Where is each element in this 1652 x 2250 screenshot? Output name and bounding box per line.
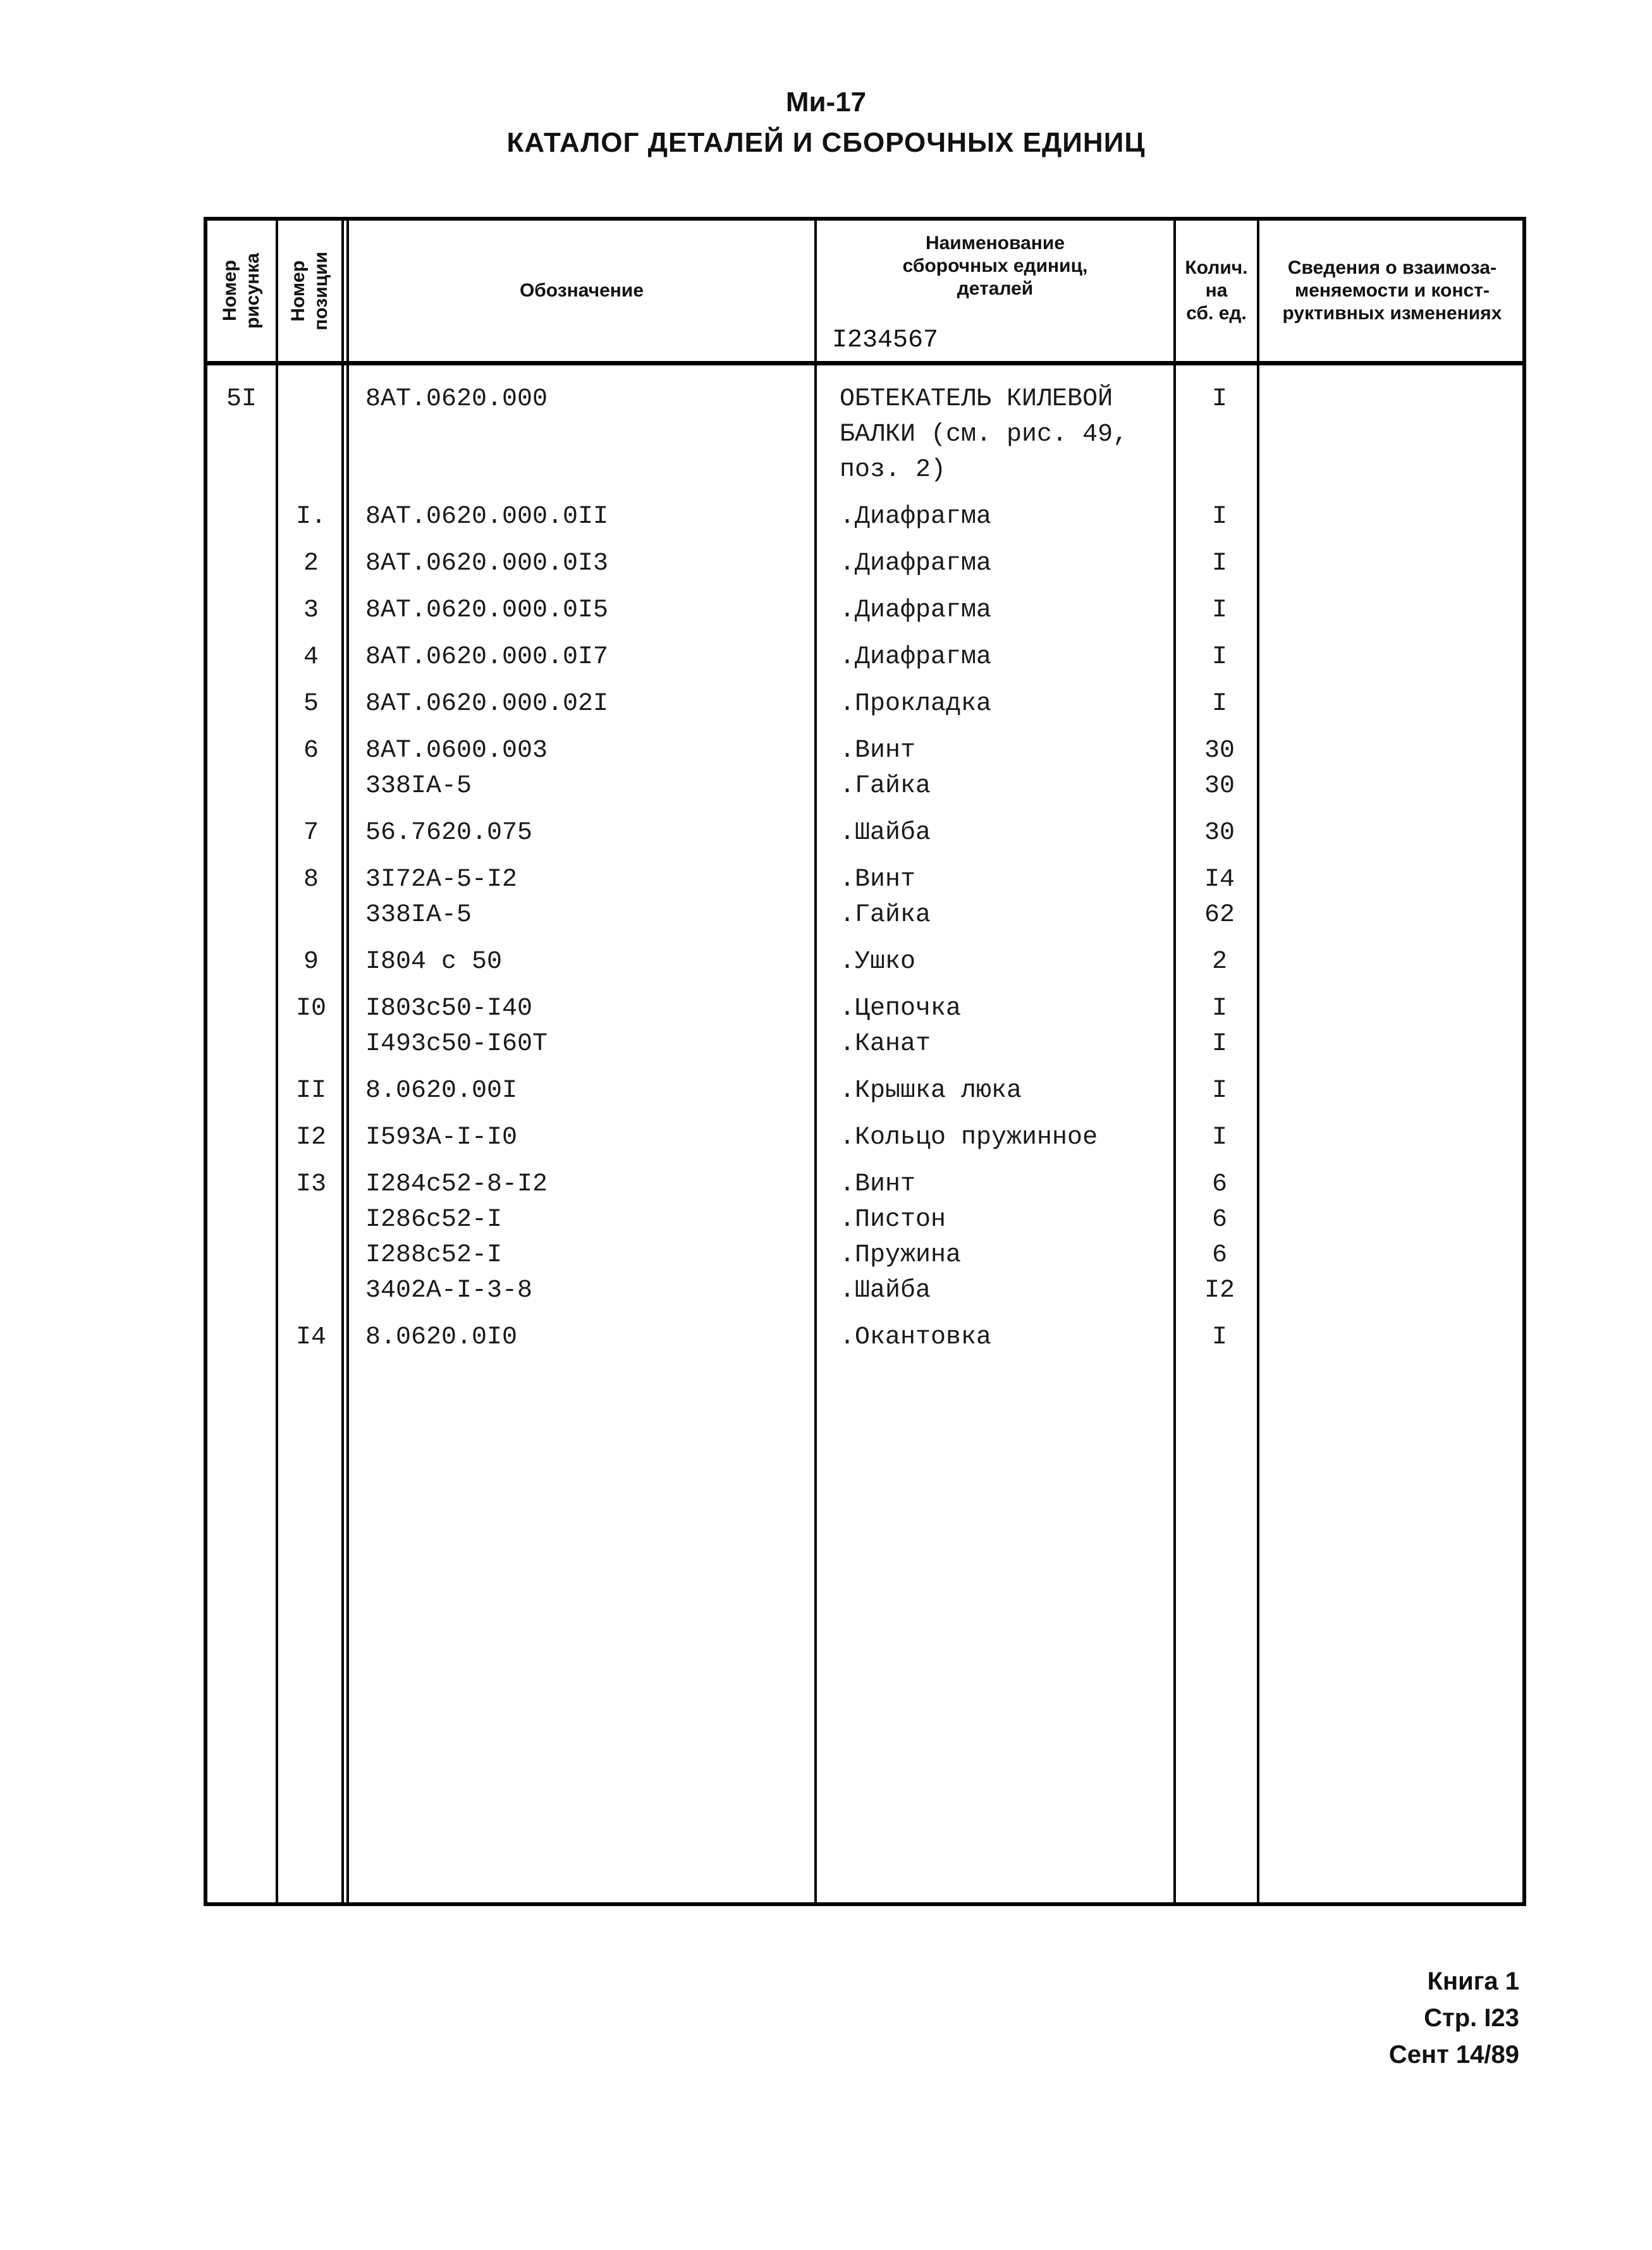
cell-designation: 3I72А-5-I2 338IА-5: [365, 865, 518, 929]
cell-name: .Диафрагма: [840, 549, 992, 578]
cell-designation: 8.0620.00I: [365, 1077, 518, 1105]
cell-name: .Цепочка .Канат: [840, 994, 962, 1058]
cell-designation: 8АТ.0620.000: [365, 385, 548, 413]
cell-figure-number: 5I: [226, 385, 257, 413]
cell-position-number: 5: [303, 690, 319, 718]
cell-quantity: 30 30: [1204, 737, 1235, 800]
cell-name: .Винт .Пистон .Пружина .Шайба: [840, 1170, 962, 1305]
page-number: Стр. I23: [1424, 2004, 1519, 2032]
cell-quantity: I: [1211, 385, 1227, 413]
cell-designation: 56.7620.075: [365, 819, 533, 847]
cell-designation: I804 с 50: [365, 948, 503, 976]
cell-quantity: I: [1211, 1123, 1227, 1152]
cell-quantity: I: [1211, 503, 1227, 531]
cell-quantity: 30: [1204, 819, 1235, 847]
cell-position-number: 8: [303, 865, 319, 894]
header-interchangeability: Сведения о взаимоза- меняемости и конст- руктивных изменениях: [1282, 257, 1502, 324]
column-divider: [276, 221, 278, 1902]
cell-position-number: I4: [295, 1323, 326, 1352]
cell-name: .Прокладка: [840, 690, 992, 718]
header-position-number: Номер позиции: [288, 251, 331, 331]
cell-position-number: 3: [303, 596, 319, 625]
header-designation: Обозначение: [519, 280, 644, 301]
cell-quantity: I: [1211, 1077, 1227, 1105]
parts-table: [204, 217, 1526, 1906]
cell-designation: 8АТ.0620.000.0I7: [365, 643, 609, 671]
cell-designation: I593А-I-I0: [365, 1123, 518, 1152]
cell-name: .Диафрагма: [840, 643, 992, 671]
page-header: [0, 82, 1652, 163]
cell-position-number: 9: [303, 948, 319, 976]
cell-designation: 8АТ.0620.000.0II: [365, 503, 609, 531]
cell-name: .Винт .Гайка: [840, 865, 931, 929]
book-number: Книга 1: [1427, 1967, 1519, 1995]
cell-quantity: 6 6 6 I2: [1204, 1170, 1235, 1305]
header-name: Наименование сборочных единиц, деталей I234567: [832, 233, 1088, 355]
revision-date: Сент 14/89: [1388, 2041, 1519, 2069]
cell-designation: 8.0620.0I0: [365, 1323, 518, 1352]
cell-position-number: I.: [295, 503, 326, 531]
cell-position-number: I3: [295, 1170, 326, 1199]
cell-designation: 8АТ.0620.000.0I3: [365, 549, 609, 578]
header-quantity: Колич. на сб. ед.: [1185, 257, 1248, 324]
cell-quantity: I: [1211, 596, 1227, 625]
cell-quantity: I4 62: [1204, 865, 1235, 929]
cell-position-number: II: [295, 1077, 326, 1105]
column-divider: [341, 221, 344, 1902]
page-footer: [1389, 1963, 1519, 2073]
cell-designation: I803с50-I40 I493с50-I60Т: [365, 994, 548, 1058]
cell-name: .Крышка люка: [840, 1077, 1022, 1105]
cell-name: .Кольцо пружинное: [840, 1123, 1098, 1152]
cell-quantity: I: [1211, 690, 1227, 718]
cell-quantity: 2: [1211, 948, 1227, 976]
cell-name: .Ушко: [840, 948, 916, 976]
cell-designation: I284с52-8-I2 I286с52-I I288с52-I 3402А-I-3-8: [365, 1170, 548, 1305]
cell-position-number: 6: [303, 737, 319, 765]
cell-name: ОБТЕКАТЕЛЬ КИЛЕВОЙ БАЛКИ (см. рис. 49, поз. 2): [840, 385, 1129, 484]
cell-name: .Диафрагма: [840, 596, 992, 625]
cell-quantity: I I: [1211, 994, 1227, 1058]
header-figure-number: Номер рисунка: [219, 253, 263, 329]
page-title: Ми-17: [785, 87, 867, 118]
cell-quantity: I: [1211, 643, 1227, 671]
cell-name: .Диафрагма: [840, 503, 992, 531]
header-separator: [207, 361, 1522, 365]
cell-name: .Шайба: [840, 819, 931, 847]
cell-designation: 8АТ.0620.000.02I: [365, 690, 609, 718]
cell-position-number: I0: [295, 994, 326, 1023]
cell-quantity: I: [1211, 1323, 1227, 1352]
header-name-digits: I234567: [832, 326, 939, 355]
cell-position-number: 7: [303, 819, 319, 847]
cell-quantity: I: [1211, 549, 1227, 578]
cell-name: .Винт .Гайка: [840, 737, 931, 800]
cell-designation: 8АТ.0620.000.0I5: [365, 596, 609, 625]
cell-position-number: I2: [295, 1123, 326, 1152]
cell-position-number: 4: [303, 643, 319, 671]
cell-name: .Окантовка: [840, 1323, 992, 1352]
cell-designation: 8АТ.0600.003 338IА-5: [365, 737, 548, 800]
page-subtitle: КАТАЛОГ ДЕТАЛЕЙ И СБОРОЧНЫХ ЕДИНИЦ: [506, 127, 1146, 158]
cell-position-number: 2: [303, 549, 319, 578]
column-divider: [346, 221, 349, 1902]
